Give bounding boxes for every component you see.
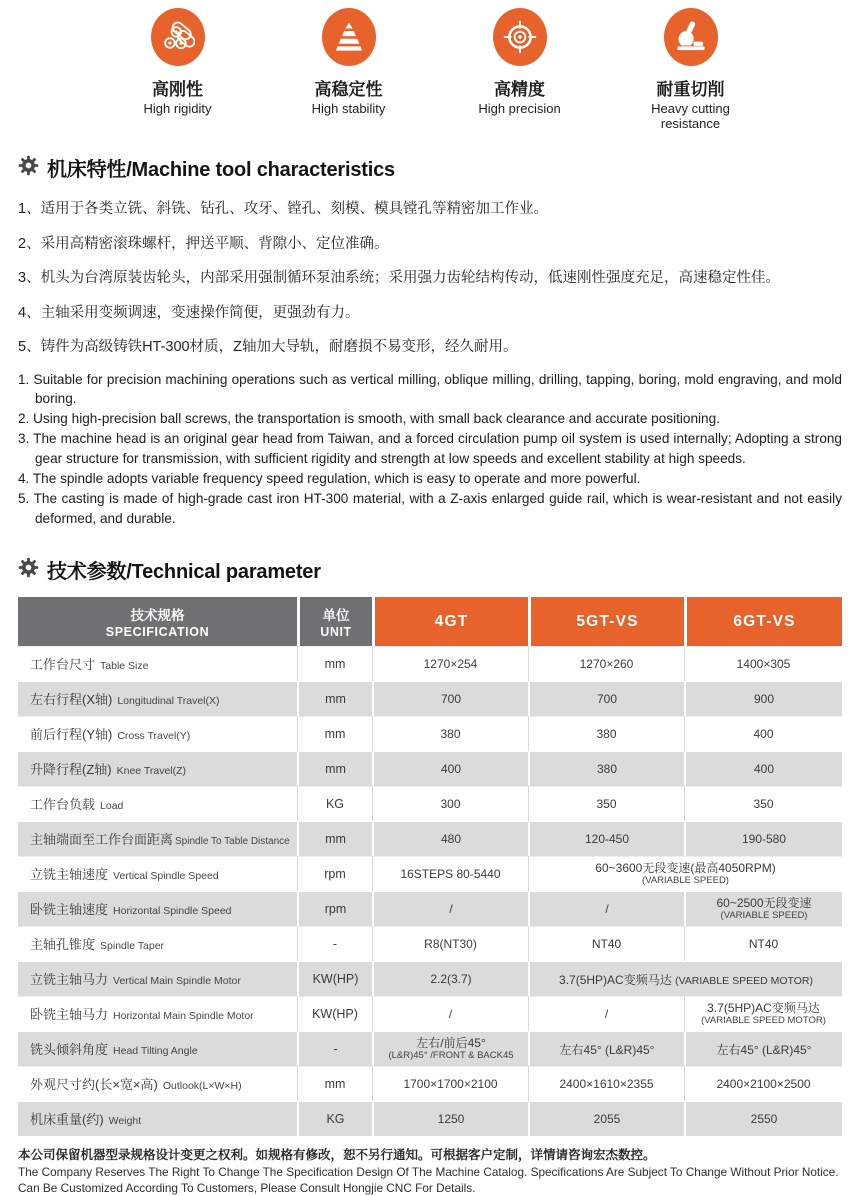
feature-label-zh: 高稳定性 <box>314 80 383 99</box>
spec-cell: 左右行程(X轴) Longitudinal Travel(X) <box>18 681 297 716</box>
characteristics-zh-list <box>18 197 842 356</box>
table-row <box>18 926 842 961</box>
value-cell: 60~2500无段变速 (VARIABLE SPEED) <box>684 891 842 926</box>
value-cell: 700 <box>528 681 684 716</box>
table-row <box>18 751 842 786</box>
feature-label-zh: 高精度 <box>494 80 545 99</box>
value-cell: R8(NT30) <box>372 926 528 961</box>
value-cell: 480 <box>372 821 528 856</box>
table-header-row <box>18 597 842 646</box>
value-cell: / <box>372 996 528 1031</box>
spec-cell: 前后行程(Y轴) Cross Travel(Y) <box>18 716 297 751</box>
value-cell-merged: 60~3600无段变速(最高4050RPM) (VARIABLE SPEED) <box>528 856 842 891</box>
feature-label-en: High rigidity <box>143 101 212 116</box>
list-item: 2、采用高精密滚珠螺杆，押送平顺、背隙小、定位准确。 <box>18 235 389 252</box>
spec-cell: 卧铣主轴速度 Horizontal Spindle Speed <box>18 891 297 926</box>
feature-label-en: High stability <box>311 101 386 116</box>
spec-cell: 机床重量(约) Weight <box>18 1101 297 1136</box>
feature-high-rigidity <box>92 8 263 131</box>
value-cell: 左右45° (L&R)45° <box>528 1031 684 1066</box>
spec-cell: 主轴孔锥度 Spindle Taper <box>18 926 297 961</box>
value-cell: 700 <box>372 681 528 716</box>
unit-cell: mm <box>297 751 372 786</box>
spec-cell: 立铣主轴速度 Vertical Spindle Speed <box>18 856 297 891</box>
unit-header-cell: 单位 UNIT <box>297 597 372 646</box>
list-item: 1. Suitable for precision machining operations such as vertical milling, oblique milling, drilling, tapping, boring, mold engraving, and mold boring. <box>18 371 842 407</box>
value-cell: 3.7(5HP)AC变频马达 (VARIABLE SPEED MOTOR) <box>684 996 842 1031</box>
value-cell: 1250 <box>372 1101 528 1136</box>
list-item: 2. Using high-precision ball screws, the transportation is smooth, with small back clearance and accurate positioning. <box>18 411 720 427</box>
spec-header-cell: 技术规格 SPECIFICATION <box>18 597 297 646</box>
value-cell: 1400×305 <box>684 646 842 681</box>
table-row <box>18 961 842 996</box>
value-cell: 2055 <box>528 1101 684 1136</box>
table-row <box>18 646 842 681</box>
table-row <box>18 681 842 716</box>
table-row <box>18 1066 842 1101</box>
value-cell: 2550 <box>684 1101 842 1136</box>
value-cell: 2400×2100×2500 <box>684 1066 842 1101</box>
feature-label-en: Heavy cutting resistance <box>651 101 730 131</box>
disclaimer-zh: 本公司保留机器型录规格设计变更之权利。如规格有修改，恕不另行通知。可根据客户定制，详情请咨询宏杰数控。 <box>18 1148 656 1163</box>
value-cell: / <box>528 996 684 1031</box>
value-cell: 900 <box>684 681 842 716</box>
value-cell: 350 <box>528 786 684 821</box>
value-cell: 400 <box>684 751 842 786</box>
table-row <box>18 1101 842 1136</box>
unit-cell: mm <box>297 646 372 681</box>
unit-cell: KW(HP) <box>297 996 372 1031</box>
table-row <box>18 856 842 891</box>
spec-cell: 工作台负载 Load <box>18 786 297 821</box>
high-precision-icon <box>493 8 547 66</box>
value-cell: 120-450 <box>528 821 684 856</box>
model-header-cell: 6GT-VS <box>684 597 842 646</box>
list-item: 3. The machine head is an original gear head from Taiwan, and a forced circulation pump oil system is used internally; Adopting a strong gear structure for transmission, with sufficient rigidity and strength at low speeds and excellent stability at high speeds. <box>18 431 842 466</box>
feature-high-precision <box>434 8 605 131</box>
value-cell: 350 <box>684 786 842 821</box>
list-item: 1、适用于各类立铣、斜铣、钻孔、攻牙、镗孔、刻模、模具镗孔等精密加工作业。 <box>18 201 549 218</box>
value-cell: 1270×260 <box>528 646 684 681</box>
table-row <box>18 1031 842 1066</box>
feature-label-en: High precision <box>478 101 561 116</box>
value-cell: 16STEPS 80-5440 <box>372 856 528 891</box>
feature-high-stability <box>263 8 434 131</box>
unit-cell: rpm <box>297 891 372 926</box>
table-row <box>18 996 842 1031</box>
list-item: 3、机头为台湾原装齿轮头，内部采用强制循环泵油系统；采用强力齿轮结构传动，低速刚性强度充足，高速稳定性佳。 <box>18 270 781 287</box>
unit-cell: mm <box>297 1066 372 1101</box>
spec-cell: 主轴端面至工作台面距离 Spindle To Table Distance <box>18 821 297 856</box>
spec-cell: 卧铣主轴马力 Horizontal Main Spindle Motor <box>18 996 297 1031</box>
feature-label-zh: 耐重切削 <box>656 80 725 99</box>
table-row <box>18 716 842 751</box>
characteristics-section-title <box>18 153 860 182</box>
unit-cell: KG <box>297 786 372 821</box>
table-row <box>18 891 842 926</box>
unit-cell: - <box>297 1031 372 1066</box>
spec-cell: 外观尺寸约(长×宽×高) Outlook(L×W×H) <box>18 1066 297 1101</box>
value-cell: 380 <box>372 716 528 751</box>
value-cell-merged: 3.7(5HP)AC变频马达 (VARIABLE SPEED MOTOR) <box>528 961 842 996</box>
gear-icon <box>18 155 39 181</box>
unit-cell: KG <box>297 1101 372 1136</box>
list-item: 4、主轴采用变频调速，变速操作简便，更强劲有力。 <box>18 304 360 321</box>
list-item: 4. The spindle adopts variable frequency speed regulation, which is easy to operate and more powerful. <box>18 470 641 486</box>
list-item: 5、铸件为高级铸铁HT-300材质，Z轴加大导轨，耐磨损不易变形，经久耐用。 <box>18 339 518 356</box>
value-cell: 2400×1610×2355 <box>528 1066 684 1101</box>
feature-heavy-cutting <box>605 8 776 131</box>
unit-cell: mm <box>297 821 372 856</box>
section-title-text: 技术参数/Technical parameter <box>47 561 321 584</box>
value-cell: 1270×254 <box>372 646 528 681</box>
value-cell: 1700×1700×2100 <box>372 1066 528 1101</box>
parameters-section-title <box>18 555 860 584</box>
spec-cell: 铣头倾斜角度 Head Tilting Angle <box>18 1031 297 1066</box>
value-cell: 2.2(3.7) <box>372 961 528 996</box>
value-cell: 左右/前后45° (L&R)45° /FRONT & BACK45 <box>372 1031 528 1066</box>
value-cell: 400 <box>372 751 528 786</box>
feature-label-zh: 高刚性 <box>152 80 203 99</box>
spec-cell: 立铣主轴马力 Vertical Main Spindle Motor <box>18 961 297 996</box>
spec-cell: 工作台尺寸 Table Size <box>18 646 297 681</box>
value-cell: / <box>372 891 528 926</box>
spec-cell: 升降行程(Z轴) Knee Travel(Z) <box>18 751 297 786</box>
high-rigidity-icon <box>151 8 205 66</box>
value-cell: / <box>528 891 684 926</box>
section-title-text: 机床特性/Machine tool characteristics <box>47 159 395 182</box>
gear-icon <box>18 557 39 583</box>
high-stability-icon <box>322 8 376 66</box>
disclaimer-footer <box>18 1145 842 1196</box>
unit-cell: rpm <box>297 856 372 891</box>
value-cell: 190-580 <box>684 821 842 856</box>
table-row <box>18 786 842 821</box>
table-row <box>18 821 842 856</box>
characteristics-en-list <box>18 370 842 529</box>
disclaimer-en: The Company Reserves The Right To Change The Specification Design Of The Machine Catalog. Specifications Are Subject To Change Without Prior Notice. Can Be Customized According To Customers, Please Consult Hongjie CNC For Details. <box>18 1165 839 1195</box>
value-cell: 300 <box>372 786 528 821</box>
list-item: 5. The casting is made of high-grade cast iron HT-300 material, with a Z-axis enlarged guide rail, which is wear-resistant and not easily deformed, and durable. <box>18 490 842 526</box>
value-cell: 380 <box>528 751 684 786</box>
heavy-cutting-icon <box>664 8 718 66</box>
feature-row <box>0 8 860 131</box>
value-cell: NT40 <box>528 926 684 961</box>
unit-cell: - <box>297 926 372 961</box>
value-cell: 380 <box>528 716 684 751</box>
value-cell: 400 <box>684 716 842 751</box>
model-header-cell: 4GT <box>372 597 528 646</box>
value-cell: NT40 <box>684 926 842 961</box>
model-header-cell: 5GT-VS <box>528 597 684 646</box>
spec-table <box>18 597 842 1136</box>
value-cell: 左右45° (L&R)45° <box>684 1031 842 1066</box>
unit-cell: KW(HP) <box>297 961 372 996</box>
unit-cell: mm <box>297 681 372 716</box>
unit-cell: mm <box>297 716 372 751</box>
